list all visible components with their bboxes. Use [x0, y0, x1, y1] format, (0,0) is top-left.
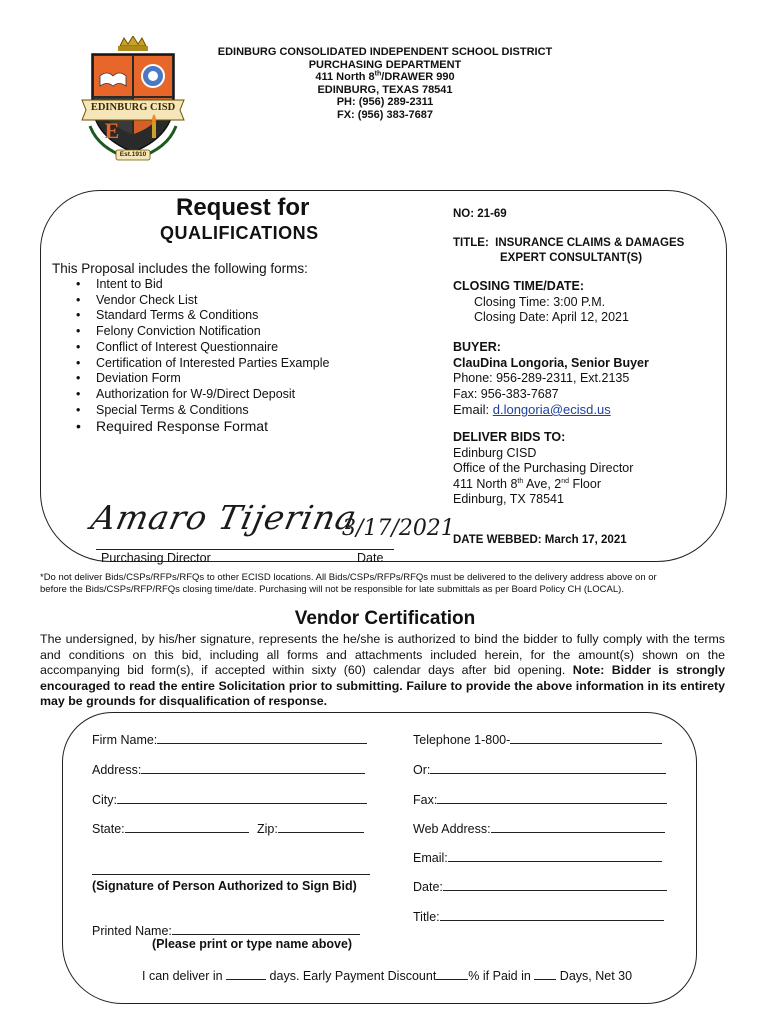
- purchasing-director-label: Purchasing Director: [101, 551, 211, 565]
- buyer-name: ClauDina Longoria, Senior Buyer: [453, 355, 649, 370]
- deliver-block: [453, 430, 633, 508]
- state-field[interactable]: [92, 820, 249, 836]
- city-line[interactable]: [117, 791, 367, 804]
- delivery-notice: [40, 572, 740, 596]
- list-item: • Special Terms & Conditions: [72, 403, 362, 419]
- list-item: • Felony Conviction Notification: [72, 324, 362, 340]
- buyer-email-link[interactable]: d.longoria@ecisd.us: [492, 402, 611, 417]
- director-signature: Amaro Tijerina: [87, 498, 361, 537]
- or-field[interactable]: [413, 761, 666, 777]
- delivery-days-line[interactable]: [226, 967, 266, 980]
- buyer-block: [453, 340, 649, 418]
- list-item: • Conflict of Interest Questionnaire: [72, 340, 362, 356]
- letterhead: [200, 46, 570, 121]
- list-item: • Intent to Bid: [72, 277, 362, 293]
- deliver-sup-th: th: [517, 477, 524, 485]
- address-field[interactable]: [92, 761, 365, 777]
- date-line[interactable]: [443, 878, 667, 891]
- or-line[interactable]: [430, 761, 666, 774]
- zip-field[interactable]: [257, 820, 364, 836]
- deliver-label: DELIVER BIDS TO:: [453, 430, 566, 444]
- title-text-1: INSURANCE CLAIMS & DAMAGES: [495, 237, 685, 249]
- printed-name-label: Printed Name:: [92, 924, 172, 938]
- telephone-field[interactable]: [413, 731, 662, 747]
- district-name: EDINBURG CONSOLIDATED INDEPENDENT SCHOOL DISTRICT: [217, 46, 553, 58]
- zip-label: Zip:: [257, 822, 278, 836]
- closing-time: Closing Time: 3:00 P.M.: [474, 294, 606, 309]
- district-logo: [80, 36, 186, 166]
- email-label: Email:: [413, 851, 448, 865]
- address-drawer: /DRAWER 990: [381, 71, 455, 83]
- address-line[interactable]: [141, 761, 365, 774]
- department-name: PURCHASING DEPARTMENT: [308, 58, 462, 71]
- fax-field[interactable]: [413, 791, 667, 807]
- rfq-title-block: [453, 236, 684, 265]
- vendor-paragraph-note: Note: Bidder is strongly encouraged to read the entire Solicitation prior to submitting. Failure to provide the above information in its entirety may be grounds for disqualification of response.: [40, 663, 725, 709]
- rfq-number: NO: 21-69: [453, 208, 507, 220]
- email-field[interactable]: [413, 849, 662, 865]
- web-address-label: Web Address:: [413, 822, 491, 836]
- city-field[interactable]: [92, 791, 367, 807]
- deliver-line-1: Edinburg CISD: [453, 445, 537, 460]
- date-field[interactable]: [413, 878, 667, 894]
- deliver-street: 411 North 8: [453, 476, 518, 491]
- firm-name-label: Firm Name:: [92, 733, 158, 747]
- address-street: 411 North 8: [315, 71, 375, 83]
- rfq-title-line1: Request for: [176, 194, 310, 221]
- title-text-2: EXPERT CONSULTANT(S): [500, 251, 643, 264]
- firm-name-line[interactable]: [157, 731, 367, 744]
- paid-days-line[interactable]: [534, 967, 556, 980]
- web-address-field[interactable]: [413, 820, 665, 836]
- firm-name-field[interactable]: [92, 731, 367, 747]
- buyer-phone: Phone: 956-289-2311, Ext.2135: [453, 371, 630, 385]
- date-field-label: Date:: [413, 880, 443, 894]
- deliver-text-b: days. Early Payment Discount: [266, 969, 437, 983]
- list-item: • Certification of Interested Parties Example: [72, 356, 362, 372]
- date-label: Date: [357, 551, 384, 565]
- rfq-title-line2: QUALIFICATIONS: [160, 223, 319, 243]
- signature-date: 3/17/2021: [342, 516, 455, 541]
- printed-name-field[interactable]: [92, 922, 360, 938]
- fax-line[interactable]: [437, 791, 667, 804]
- list-item: • Standard Terms & Conditions: [72, 308, 362, 324]
- notice-line-2: before the Bids/CSPs/RFP/RFQs closing time/date. Purchasing will not be responsible for late submittals as per Board Policy CH (LOCAL).: [40, 584, 624, 595]
- telephone-label: Telephone 1-800-: [413, 733, 511, 747]
- title-line[interactable]: [440, 908, 664, 921]
- district-phone: PH: (956) 289-2311: [336, 96, 434, 108]
- printed-name-line[interactable]: [172, 922, 360, 935]
- deliver-floor: Floor: [569, 476, 601, 491]
- deliver-line-2: Office of the Purchasing Director: [453, 461, 634, 475]
- list-item: • Vendor Check List: [72, 293, 362, 309]
- closing-label: CLOSING TIME/DATE:: [453, 279, 585, 293]
- printed-name-note: (Please print or type name above): [152, 937, 353, 951]
- district-city: EDINBURG, TEXAS 78541: [317, 83, 453, 96]
- list-item: • Required Response Format: [72, 418, 362, 435]
- date-webbed: DATE WEBBED: March 17, 2021: [453, 534, 627, 546]
- telephone-line[interactable]: [510, 731, 662, 744]
- buyer-label: BUYER:: [453, 340, 501, 354]
- deliver-line-3: [453, 477, 633, 493]
- deliver-text-c: % if Paid in: [468, 969, 535, 983]
- list-item: • Deviation Form: [72, 371, 362, 387]
- closing-date: Closing Date: April 12, 2021: [474, 310, 629, 324]
- state-line[interactable]: [125, 820, 249, 833]
- title-label: Title:: [413, 910, 440, 924]
- or-label: Or:: [413, 763, 431, 777]
- deliver-sup-nd: nd: [561, 477, 570, 485]
- district-fax: FX: (956) 383-7687: [337, 108, 433, 121]
- deliver-line-4: Edinburg, TX 78541: [453, 492, 564, 506]
- city-label: City:: [92, 793, 117, 807]
- crest-icon: [80, 36, 186, 166]
- buyer-email-label: Email:: [453, 402, 493, 417]
- closing-block: [453, 279, 629, 326]
- notice-line-1: *Do not deliver Bids/CSPs/RFPs/RFQs to other ECISD locations. All Bids/CSPs/RFPs/RFQs must be delivered to the delivery address above on or: [40, 572, 657, 583]
- fax-label: Fax:: [413, 793, 438, 807]
- vendor-heading: Vendor Certification: [294, 608, 476, 629]
- forms-intro: This Proposal includes the following forms:: [52, 261, 308, 276]
- deliver-avenue: Ave, 2: [523, 476, 562, 491]
- state-label: State:: [92, 822, 125, 836]
- forms-list: [72, 277, 362, 435]
- delivery-terms: [142, 967, 632, 983]
- bidder-signature-label: (Signature of Person Authorized to Sign Bid): [92, 879, 357, 893]
- email-line[interactable]: [448, 849, 662, 862]
- list-item: • Authorization for W-9/Direct Deposit: [72, 387, 362, 403]
- district-address: [200, 71, 570, 84]
- web-address-line[interactable]: [491, 820, 665, 833]
- signature-line: [96, 549, 394, 550]
- vendor-paragraph: [40, 632, 725, 710]
- logo-banner-text: EDINBURG CISD: [90, 102, 176, 113]
- buyer-fax: Fax: 956-383-7687: [453, 386, 559, 401]
- bidder-signature-line[interactable]: [92, 874, 370, 875]
- logo-established: Est.1910: [119, 151, 147, 158]
- vendor-paragraph-text: The undersigned, by his/her signature, represents the he/she is authorized to bind the bidder to fully comply with the terms and conditions on this bid, including all forms and attachments included herein, for the amount(s) shown on the accompanying bid form(s), if accepted within sixty (60) calendar days after bid opening.: [40, 632, 725, 678]
- title-label: TITLE:: [453, 237, 489, 249]
- address-superscript: th: [374, 70, 382, 78]
- deliver-text-a: I can deliver in: [142, 969, 227, 983]
- logo-letter: E: [104, 118, 120, 143]
- discount-line[interactable]: [436, 967, 468, 980]
- deliver-text-d: Days, Net 30: [556, 969, 633, 983]
- address-label: Address:: [92, 763, 142, 777]
- zip-line[interactable]: [278, 820, 364, 833]
- title-field[interactable]: [413, 908, 664, 924]
